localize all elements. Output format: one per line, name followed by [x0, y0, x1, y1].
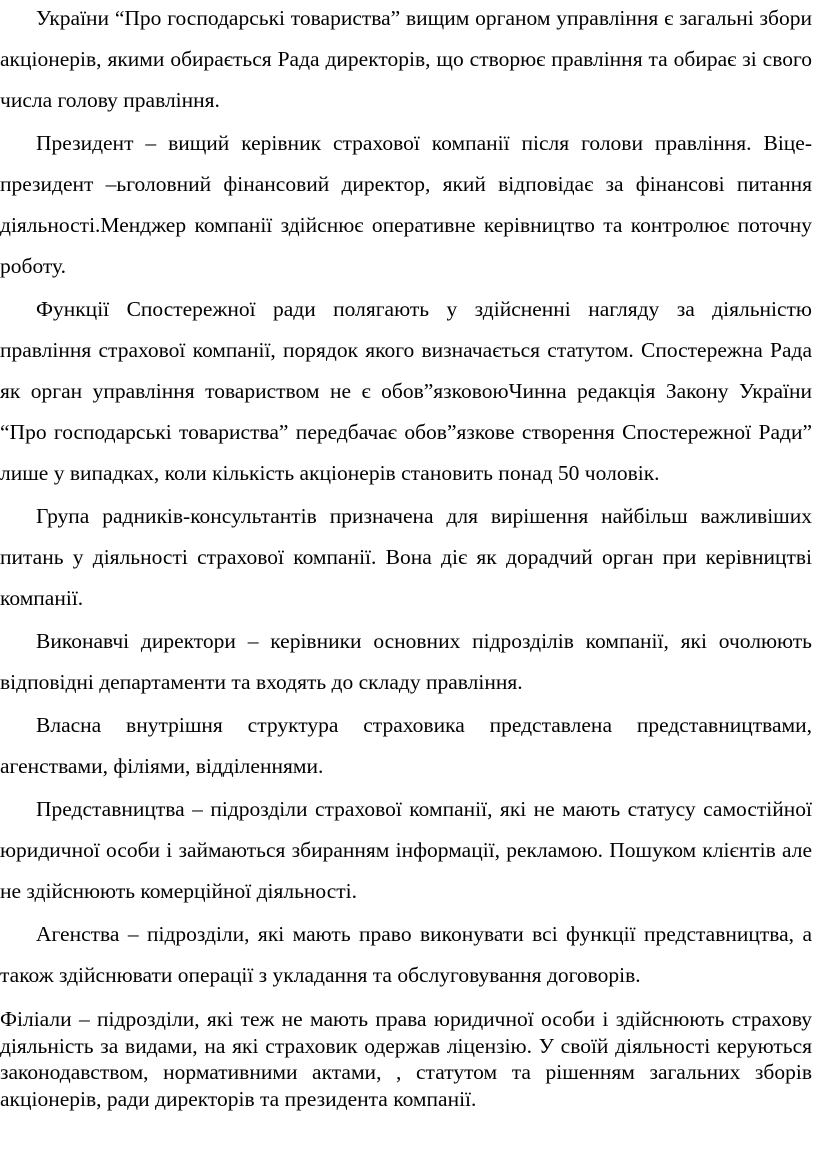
- paragraph-advisers-group: Група радників-консультантів призначена для вирішення найбільш важливіших питань у діяльності страхової компанії. Вона діє як дорадчий орган при керівництві компанії.: [0, 504, 812, 610]
- paragraph-president: Президент – вищий керівник страхової компанії після голови правління. Віце-президент –ьголовний фінансовий директор, який відповідає за фінансові питання діяльності.Менджер компанії здійснює оперативне керівництво та контролює поточну роботу.: [0, 131, 812, 278]
- paragraph-executive-directors: Виконавчі директори – керівники основних підрозділів компанії, які очолюють відповідні департаменти та входять до складу правління.: [0, 629, 812, 694]
- paragraph-internal-structure: Власна внутрішня структура страховика представлена представництвами, агенствами, філіями, відділеннями.: [0, 713, 812, 778]
- paragraph-representative-offices: Представництва – підрозділи страхової компанії, які не мають статусу самостійної юридичної особи і займаються збиранням інформації, рекламою. Пошуком клієнтів але не здійснюють комерційної діяльності.: [0, 797, 812, 903]
- paragraph-supervisory-board: Функції Спостережної ради полягають у здійсненні нагляду за діяльністю правління страхової компанії, порядок якого визначається статутом. Спостережна Рада як орган управління товариством не є обов”язковоюЧинна редакція Закону України “Про господарські товариства” передбачає обов”язкове створення Спостережної Ради” лише у випадках, коли кількість акціонерів становить понад 50 чоловік.: [0, 297, 812, 485]
- paragraph-shareholders-meeting: України “Про господарські товариства” вищим органом управління є загальні збори акціонерів, якими обирається Рада директорів, що створює правління та обирає зі свого числа голову правління.: [0, 6, 812, 112]
- paragraph-branches: Філіали – підрозділи, які теж не мають права юридичної особи і здійснюють страхову діяльність за видами, на які страховик одержав ліцензію. У своїй діяльності керуються законодавством, нормативними актами, , статутом та рішенням загальних зборів акціонерів, ради директорів та президента компанії.: [0, 1007, 812, 1111]
- paragraph-agencies: Агенства – підрозділи, які мають право виконувати всі функції представництва, а також здійснювати операції з укладання та обслуговування договорів.: [0, 922, 812, 987]
